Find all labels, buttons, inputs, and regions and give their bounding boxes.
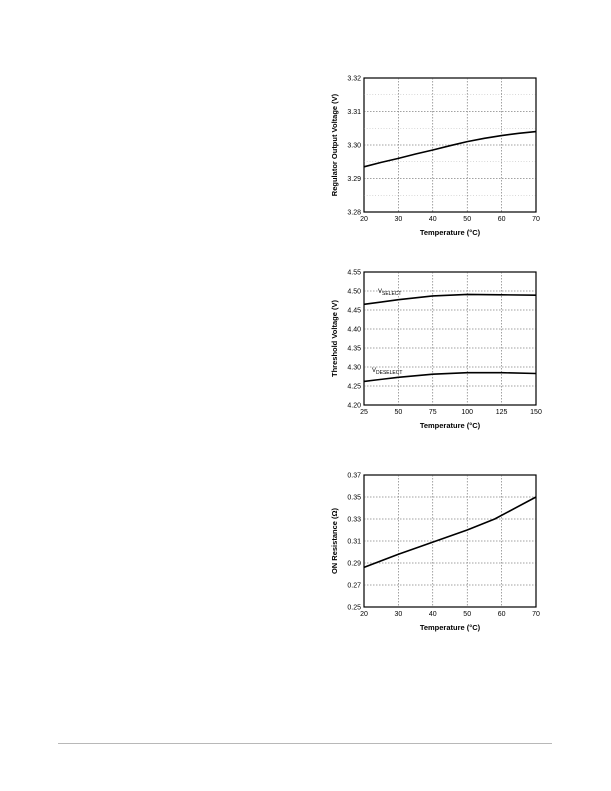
footer-divider — [58, 743, 552, 744]
y-tick-label: 4.40 — [347, 326, 361, 334]
x-tick-label: 40 — [428, 611, 437, 618]
y-tick-labels — [347, 76, 361, 217]
y-axis-label: Threshold Voltage (V) — [330, 300, 339, 377]
y-tick-label: 0.37 — [347, 472, 361, 480]
data-series — [364, 132, 536, 167]
x-tick-label: 60 — [497, 611, 506, 618]
on-resistance-chart — [330, 473, 540, 633]
x-tick-label: 40 — [428, 216, 437, 223]
y-tick-label: 4.45 — [347, 307, 361, 315]
x-tick-labels — [360, 409, 542, 416]
series-annotation: $V_{SELECT}$ — [378, 289, 402, 297]
series-annotation: $V_{DESELECT}$ — [372, 368, 403, 376]
y-tick-label: 4.55 — [347, 269, 361, 277]
y-tick-label: 0.27 — [347, 582, 361, 590]
y-tick-label: 0.33 — [347, 516, 361, 524]
y-tick-label: 0.31 — [347, 538, 361, 546]
x-tick-label: 50 — [463, 611, 472, 618]
y-tick-labels — [347, 473, 361, 612]
x-tick-labels — [360, 216, 540, 223]
x-tick-label: 100 — [461, 409, 474, 416]
regulator-output-voltage-chart — [330, 76, 540, 238]
x-tick-label: 20 — [360, 611, 368, 618]
y-tick-label: 0.25 — [347, 604, 361, 612]
y-tick-label: 4.30 — [347, 364, 361, 372]
data-series — [364, 294, 536, 381]
x-axis-label: Temperature (°C) — [419, 228, 481, 237]
x-tick-label: 70 — [532, 611, 540, 618]
x-axis-label: Temperature (°C) — [419, 623, 481, 632]
y-tick-label: 4.35 — [347, 345, 361, 353]
data-series — [364, 497, 536, 567]
x-tick-label: 30 — [394, 216, 403, 223]
x-tick-label: 25 — [360, 409, 368, 416]
x-tick-label: 50 — [463, 216, 472, 223]
x-tick-label: 70 — [532, 216, 540, 223]
x-tick-label: 20 — [360, 216, 368, 223]
y-tick-label: 3.29 — [347, 176, 361, 183]
x-axis-label: Temperature (°C) — [419, 421, 481, 430]
y-tick-label: 4.50 — [347, 288, 361, 296]
x-tick-label: 50 — [394, 409, 403, 416]
plot-frame — [364, 475, 536, 607]
threshold-voltage-chart — [330, 270, 542, 431]
x-tick-labels — [360, 611, 540, 618]
y-tick-label: 3.31 — [347, 109, 361, 116]
y-tick-label: 3.32 — [347, 75, 361, 83]
y-tick-label: 0.29 — [347, 560, 361, 568]
y-tick-label: 4.25 — [347, 383, 361, 391]
x-tick-label: 125 — [495, 409, 508, 416]
y-tick-labels — [347, 270, 361, 410]
y-tick-label: 3.28 — [347, 209, 361, 217]
series-line — [364, 497, 536, 567]
y-axis-label: Regulator Output Voltage (V) — [330, 93, 339, 197]
x-tick-label: 60 — [497, 216, 506, 223]
x-tick-label: 150 — [530, 409, 542, 416]
series-line — [364, 132, 536, 167]
y-tick-label: 0.35 — [347, 494, 361, 502]
x-tick-label: 75 — [428, 409, 437, 416]
y-tick-label: 4.20 — [347, 402, 361, 410]
y-tick-label: 3.30 — [347, 142, 361, 150]
gridlines — [364, 475, 536, 607]
x-tick-label: 30 — [394, 611, 403, 618]
y-axis-label: ON Resistance (Ω) — [330, 507, 339, 575]
